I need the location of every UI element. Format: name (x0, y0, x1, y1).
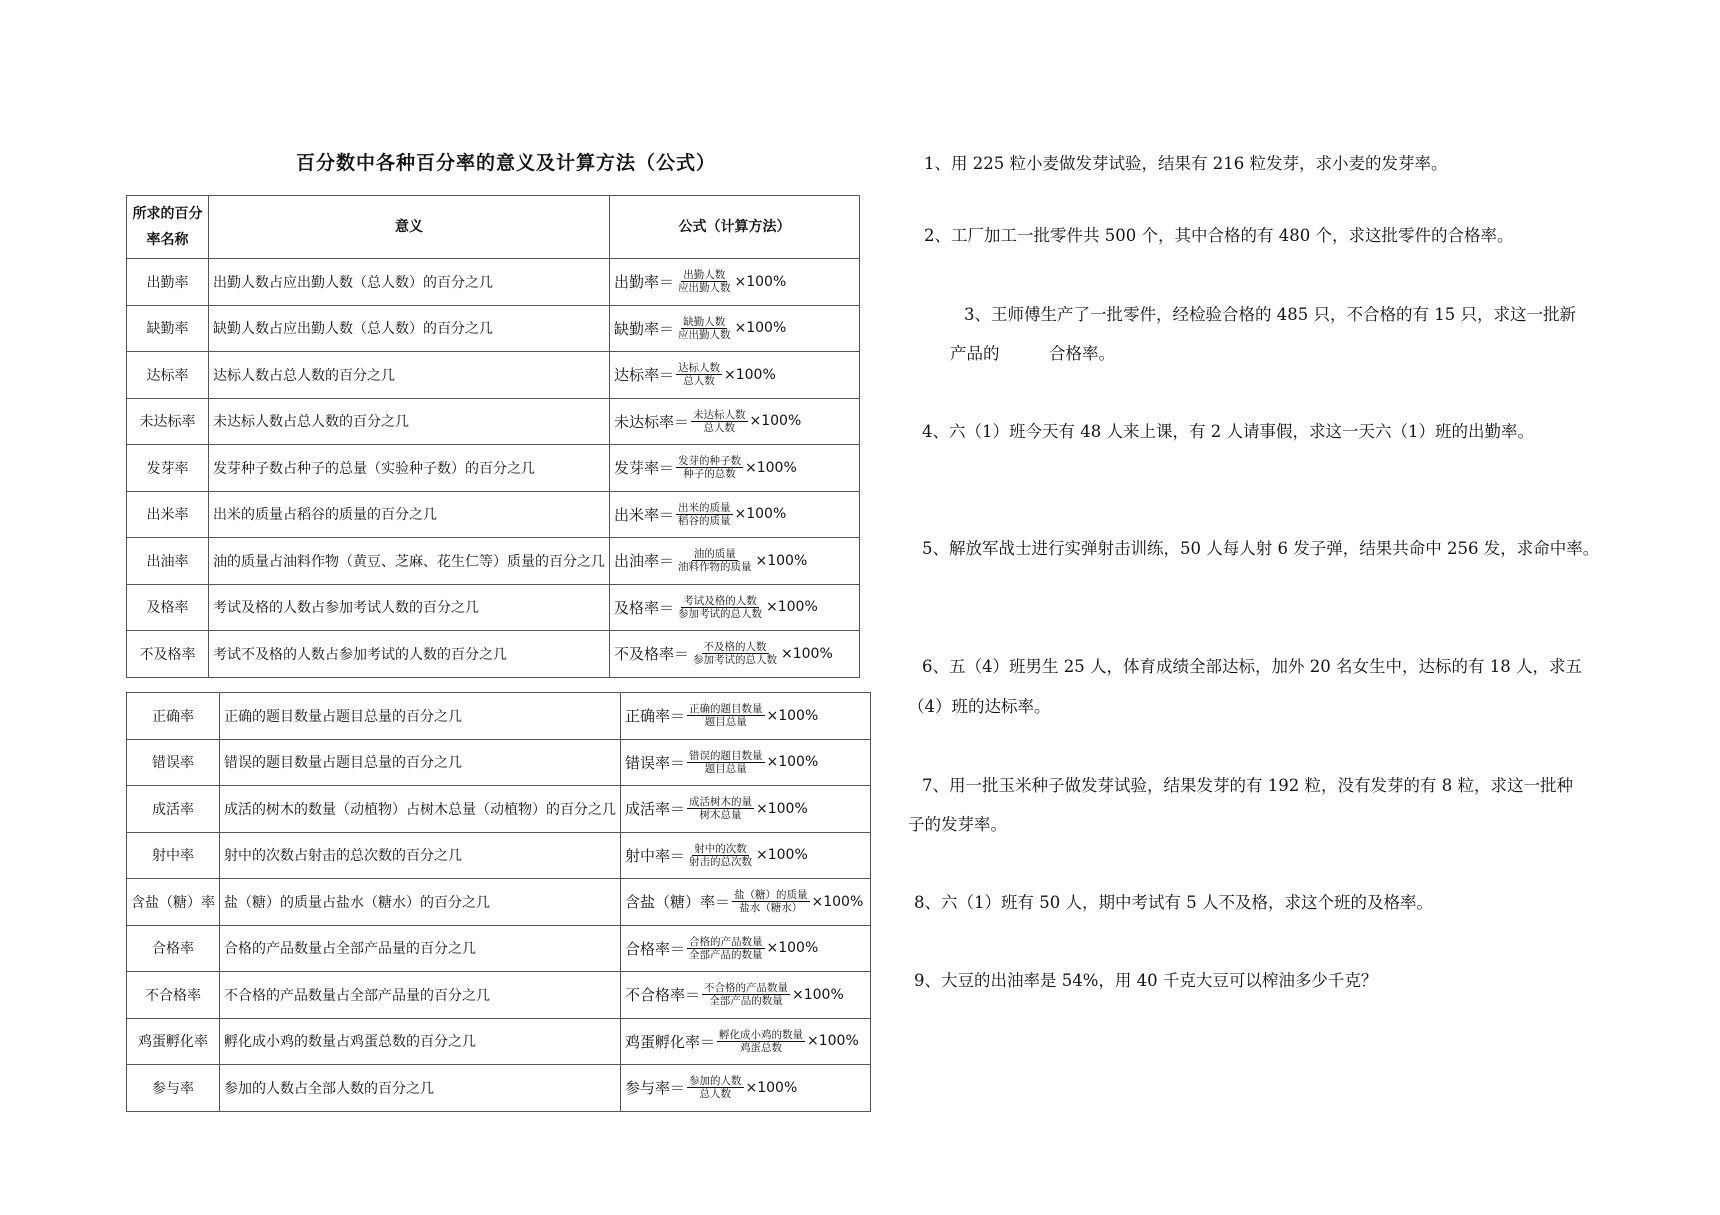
formula-multiplier: ×100% (756, 800, 808, 817)
formula-fraction (687, 796, 754, 821)
fraction-denominator: 全部产品的数量 (689, 948, 763, 961)
formula-multiplier: ×100% (734, 320, 787, 337)
table-row (127, 879, 871, 926)
rate-meaning: 出勤人数占应出勤人数（总人数）的百分之几 (209, 259, 610, 306)
rate-name: 达标率 (127, 352, 209, 399)
formula-fraction (676, 595, 764, 620)
fraction-numerator: 缺勤人数 (683, 315, 726, 328)
rate-formula (610, 631, 860, 678)
rate-formula (610, 305, 860, 352)
rate-formula (621, 972, 871, 1019)
fraction-numerator: 成活树木的量 (689, 796, 753, 809)
fraction-denominator: 应出勤人数 (678, 282, 731, 295)
fraction-denominator: 参加考试的总人数 (678, 607, 763, 620)
formula-lhs: 不及格率＝ (614, 645, 690, 664)
rate-name: 不及格率 (127, 631, 209, 678)
rate-meaning: 合格的产品数量占全部产品量的百分之几 (220, 925, 621, 972)
formula-multiplier: ×100% (745, 459, 797, 476)
table-row (127, 693, 871, 740)
formula-expression (614, 502, 786, 527)
rate-name: 发芽率 (127, 445, 209, 492)
formula-lhs: 鸡蛋孵化率＝ (625, 1032, 716, 1051)
rates-table-body-2 (127, 693, 871, 1112)
formula-fraction (687, 1075, 744, 1100)
header-formula: 公式（计算方法） (610, 196, 860, 259)
rate-meaning: 孵化成小鸡的数量占鸡蛋总数的百分之几 (220, 1018, 621, 1065)
formula-multiplier: ×100% (724, 366, 776, 383)
formula-multiplier: ×100% (745, 1079, 798, 1096)
formula-expression (625, 1029, 859, 1054)
formula-multiplier: ×100% (756, 847, 808, 864)
fraction-denominator: 应出勤人数 (678, 328, 731, 341)
rate-name: 出米率 (127, 491, 209, 538)
formula-multiplier: ×100% (807, 1033, 859, 1050)
table-row (127, 584, 860, 631)
formula-fraction (676, 269, 733, 294)
formula-lhs: 含盐（糖）率＝ (625, 893, 731, 912)
rate-formula (621, 739, 871, 786)
formula-lhs: 合格率＝ (625, 939, 686, 958)
rate-name: 射中率 (127, 832, 220, 879)
formula-expression (614, 455, 797, 480)
fraction-denominator: 稻谷的质量 (678, 514, 731, 527)
table-row (127, 491, 860, 538)
formula-lhs: 未达标率＝ (614, 412, 690, 431)
table-row (127, 786, 871, 833)
fraction-denominator: 题目总量 (704, 716, 747, 729)
rate-meaning: 成活的树木的数量（动植物）占树木总量（动植物）的百分之几 (220, 786, 621, 833)
rate-meaning: 未达标人数占总人数的百分之几 (209, 398, 610, 445)
rate-name: 缺勤率 (127, 305, 209, 352)
formula-multiplier: ×100% (734, 506, 787, 523)
formula-expression (625, 703, 818, 728)
formula-expression (614, 548, 807, 573)
rate-name: 及格率 (127, 584, 209, 631)
rate-meaning: 盐（糖）的质量占盐水（糖水）的百分之几 (220, 879, 621, 926)
table-row (127, 398, 860, 445)
table-row (127, 739, 871, 786)
question-3-line1: 3、王师傅生产了一批零件，经检验合格的 485 只，不合格的有 15 只，求这一批新 (964, 305, 1576, 324)
formula-fraction (732, 889, 810, 914)
formula-multiplier: ×100% (766, 707, 819, 724)
formula-multiplier: ×100% (755, 552, 808, 569)
formula-fraction (676, 548, 754, 573)
fraction-denominator: 鸡蛋总数 (740, 1041, 783, 1054)
question-9: 9、大豆的出油率是 54%，用 40 千克大豆可以榨油多少千克？ (914, 971, 1378, 990)
formula-lhs: 错误率＝ (625, 753, 686, 772)
table-row (127, 631, 860, 678)
question-7-line2: 子的发芽率。 (908, 815, 1007, 834)
formula-fraction (687, 703, 765, 728)
header-meaning: 意义 (209, 196, 610, 259)
fraction-numerator: 错误的题目数量 (689, 749, 763, 762)
formula-fraction (676, 362, 722, 387)
fraction-numerator: 合格的产品数量 (689, 935, 763, 948)
formula-lhs: 正确率＝ (625, 707, 686, 726)
table-header-row (127, 196, 860, 259)
formula-multiplier: ×100% (766, 754, 819, 771)
formula-expression (614, 595, 818, 620)
rate-formula (610, 398, 860, 445)
formula-lhs: 出油率＝ (614, 552, 675, 571)
formula-lhs: 射中率＝ (625, 846, 686, 865)
formula-fraction (676, 502, 733, 527)
fraction-numerator: 考试及格的人数 (683, 594, 757, 607)
formula-multiplier: ×100% (749, 413, 802, 430)
rate-formula (610, 584, 860, 631)
question-8: 8、六（1）班有 50 人，期中考试有 5 人不及格，求这个班的及格率。 (914, 893, 1433, 912)
rate-formula (621, 1018, 871, 1065)
formula-fraction (687, 843, 754, 868)
formula-expression (625, 889, 863, 914)
formula-expression (625, 843, 808, 868)
header-name-text: 所求的百分率名称 (132, 206, 203, 248)
fraction-denominator: 题目总量 (704, 762, 747, 775)
rate-meaning: 考试及格的人数占参加考试人数的百分之几 (209, 584, 610, 631)
table-row (127, 259, 860, 306)
formula-lhs: 出米率＝ (614, 505, 675, 524)
rate-meaning: 错误的题目数量占题目总量的百分之几 (220, 739, 621, 786)
formula-expression (625, 1075, 797, 1100)
rate-name: 未达标率 (127, 398, 209, 445)
rate-name: 出油率 (127, 538, 209, 585)
fraction-denominator: 盐水（糖水） (739, 902, 803, 915)
fraction-numerator: 孵化成小鸡的数量 (719, 1028, 804, 1041)
formula-fraction (687, 750, 765, 775)
rate-name: 正确率 (127, 693, 220, 740)
rate-formula (621, 693, 871, 740)
formula-lhs: 发芽率＝ (614, 459, 675, 478)
table-row (127, 305, 860, 352)
formula-multiplier: ×100% (766, 940, 819, 957)
rate-meaning: 出米的质量占稻谷的质量的百分之几 (209, 491, 610, 538)
fraction-numerator: 射中的次数 (694, 842, 747, 855)
rates-table-part1 (126, 195, 860, 678)
question-3-line2: 产品的 合格率。 (950, 344, 1115, 363)
rate-formula (621, 832, 871, 879)
fraction-denominator: 种子的总数 (683, 468, 736, 481)
formula-expression (614, 362, 776, 387)
table-row (127, 832, 871, 879)
formula-expression (625, 936, 818, 961)
rates-table-body-1 (127, 259, 860, 678)
fraction-denominator: 全部产品的数量 (709, 995, 783, 1008)
rate-name: 错误率 (127, 739, 220, 786)
table-row (127, 538, 860, 585)
question-6-line1: 6、五（4）班男生 25 人，体育成绩全部达标，加外 20 名女生中，达标的有 18 人，求五 (922, 657, 1582, 676)
rate-formula (621, 1065, 871, 1112)
question-6-line2: （4）班的达标率。 (908, 697, 1051, 716)
formula-expression (614, 269, 786, 294)
rate-meaning: 射中的次数占射击的总次数的百分之几 (220, 832, 621, 879)
rate-meaning: 缺勤人数占应出勤人数（总人数）的百分之几 (209, 305, 610, 352)
fraction-denominator: 油料作物的质量 (678, 561, 752, 574)
page-title: 百分数中各种百分率的意义及计算方法（公式） (295, 152, 716, 174)
table-row (127, 1065, 871, 1112)
formula-lhs: 参与率＝ (625, 1079, 686, 1098)
formula-lhs: 出勤率＝ (614, 273, 675, 292)
rate-name: 成活率 (127, 786, 220, 833)
rate-name: 不合格率 (127, 972, 220, 1019)
formula-expression (614, 409, 801, 434)
header-name (127, 196, 209, 259)
formula-fraction (676, 455, 743, 480)
rate-meaning: 正确的题目数量占题目总量的百分之几 (220, 693, 621, 740)
formula-fraction (702, 982, 790, 1007)
formula-lhs: 成活率＝ (625, 800, 686, 819)
fraction-denominator: 总人数 (699, 1088, 732, 1101)
rate-name: 合格率 (127, 925, 220, 972)
fraction-numerator: 油的质量 (693, 548, 736, 561)
fraction-numerator: 发芽的种子数 (678, 455, 742, 468)
rate-formula (610, 538, 860, 585)
formula-multiplier: ×100% (734, 273, 787, 290)
rate-meaning: 考试不及格的人数占参加考试的人数的百分之几 (209, 631, 610, 678)
formula-fraction (687, 936, 765, 961)
question-5: 5、解放军战士进行实弹射击训练，50 人每人射 6 发子弹，结果共命中 256 发，求命中率。 (922, 539, 1600, 558)
rate-formula (621, 925, 871, 972)
formula-lhs: 及格率＝ (614, 598, 675, 617)
formula-multiplier: ×100% (792, 986, 844, 1003)
formula-multiplier: ×100% (811, 893, 864, 910)
formula-expression (614, 316, 786, 341)
rate-formula (621, 879, 871, 926)
question-7-line1: 7、用一批玉米种子做发芽试验，结果发芽的有 192 粒，没有发芽的有 8 粒，求这一批种 (922, 776, 1573, 795)
formula-expression (625, 750, 818, 775)
rate-meaning: 发芽种子数占种子的总量（实验种子数）的百分之几 (209, 445, 610, 492)
formula-fraction (717, 1029, 805, 1054)
question-2: 2、工厂加工一批零件共 500 个，其中合格的有 480 个，求这批零件的合格率。 (924, 226, 1514, 245)
question-1: 1、用 225 粒小麦做发芽试验，结果有 216 粒发芽，求小麦的发芽率。 (924, 154, 1448, 173)
fraction-numerator: 达标人数 (678, 362, 721, 375)
question-4: 4、六（1）班今天有 48 人来上课，有 2 人请事假，求这一天六（1）班的出勤率。 (922, 422, 1534, 441)
rate-meaning: 参加的人数占全部人数的百分之几 (220, 1065, 621, 1112)
formula-fraction (676, 316, 733, 341)
formula-multiplier: ×100% (781, 645, 833, 662)
table-row (127, 972, 871, 1019)
rate-formula (610, 352, 860, 399)
fraction-numerator: 参加的人数 (689, 1075, 742, 1088)
table-row (127, 1018, 871, 1065)
rate-name: 参与率 (127, 1065, 220, 1112)
fraction-numerator: 出勤人数 (683, 269, 726, 282)
rate-meaning: 油的质量占油料作物（黄豆、芝麻、花生仁等）质量的百分之几 (209, 538, 610, 585)
fraction-denominator: 射击的总次数 (689, 855, 753, 868)
fraction-numerator: 正确的题目数量 (689, 703, 763, 716)
formula-lhs: 达标率＝ (614, 366, 675, 385)
fraction-denominator: 总人数 (703, 421, 736, 434)
rate-name: 出勤率 (127, 259, 209, 306)
fraction-numerator: 未达标人数 (693, 408, 746, 421)
rate-formula (610, 445, 860, 492)
rate-meaning: 不合格的产品数量占全部产品量的百分之几 (220, 972, 621, 1019)
rate-meaning: 达标人数占总人数的百分之几 (209, 352, 610, 399)
formula-fraction (691, 641, 779, 666)
table-row (127, 445, 860, 492)
rate-name: 含盐（糖）率 (127, 879, 220, 926)
fraction-denominator: 树木总量 (699, 809, 742, 822)
fraction-numerator: 不合格的产品数量 (704, 982, 789, 995)
formula-expression (625, 796, 808, 821)
fraction-numerator: 盐（糖）的质量 (734, 889, 808, 902)
fraction-numerator: 出米的质量 (678, 501, 731, 514)
rate-name: 鸡蛋孵化率 (127, 1018, 220, 1065)
formula-fraction (691, 409, 748, 434)
formula-lhs: 缺勤率＝ (614, 319, 675, 338)
formula-expression (614, 641, 833, 666)
formula-expression (625, 982, 844, 1007)
fraction-denominator: 总人数 (683, 375, 715, 388)
table-row (127, 352, 860, 399)
table-row (127, 925, 871, 972)
fraction-denominator: 参加考试的总人数 (693, 654, 778, 667)
formula-lhs: 不合格率＝ (625, 986, 701, 1005)
rate-formula (621, 786, 871, 833)
formula-multiplier: ×100% (766, 599, 818, 616)
fraction-numerator: 不及格的人数 (703, 641, 767, 654)
rate-formula (610, 259, 860, 306)
rates-table-part2 (126, 692, 871, 1112)
rate-formula (610, 491, 860, 538)
